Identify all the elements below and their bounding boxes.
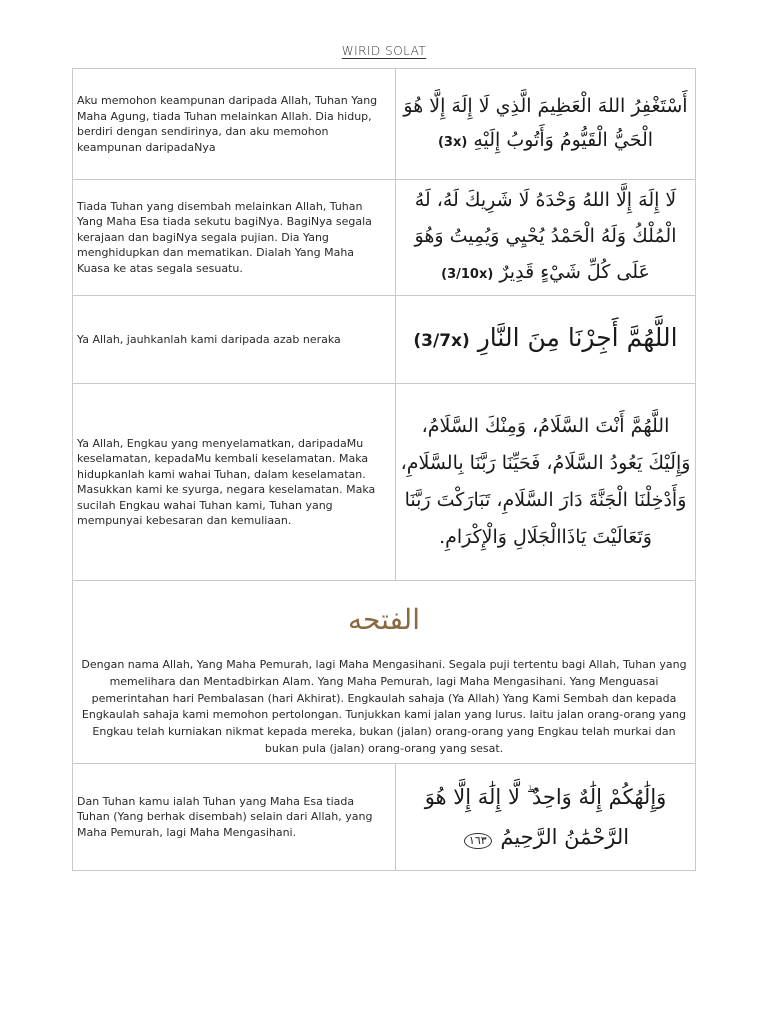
table-row [73, 296, 695, 384]
arabic-cell [396, 384, 695, 580]
arabic-text [396, 408, 695, 556]
wirid-table [72, 68, 696, 871]
ayah-number-icon: ١٦٣ [464, 833, 492, 849]
arabic-verse: لَا إِلَهَ إِلَّا اللهُ وَحْدَهُ لَا شَرِيكَ لَهُ، لَهُ الْمُلْكُ وَلَهُ الْحَمْدُ يُحْيِي وَيُمِيتُ وَهُوَ عَلَى كُلِّ شَيْءٍ قَدِيرٌ [414, 189, 677, 283]
table-row [73, 180, 695, 296]
arabic-cell [396, 180, 695, 295]
arabic-cell [396, 69, 695, 179]
fatihah-section [73, 581, 695, 764]
repeat-count: (3x) [437, 134, 468, 150]
arabic-text [396, 89, 695, 160]
malay-cell [73, 296, 396, 383]
repeat-count: (3/10x) [441, 267, 494, 282]
table-row [73, 69, 695, 180]
arabic-verse: اللَّهُمَّ أَجِرْنَا مِنَ النَّارِ [477, 323, 678, 352]
table-row [73, 384, 695, 581]
malay-translation: Ya Allah, Engkau yang menyelamatkan, daripadaMu keselamatan, kepadaMu kembali keselamatan. Maka hidupkanlah kami wahai Tuhan, dalam keselamatan. Masukkan kami ke syurga, negara keselamatan. Maka sucilah Engkau wahai Tuhan kami, Tuhan yang mempunyai kebesaran dan kemuliaan. [77, 436, 376, 527]
malay-translation: Tiada Tuhan yang disembah melainkan Allah, Tuhan Yang Maha Esa tiada sekutu bagiNya. BagiNya segala kerajaan dan bagiNya segala pujian. Dia Yang menghidupkan dan mematikan. Dialah Yang Maha Kuasa ke atas segala sesuatu. [77, 199, 372, 275]
table-row [73, 764, 695, 870]
arabic-text [409, 318, 681, 361]
fatihah-heading: الفتحه [347, 603, 420, 636]
malay-translation: Ya Allah, jauhkanlah kami daripada azab neraka [77, 332, 341, 346]
arabic-cell [396, 764, 695, 870]
malay-cell [73, 180, 396, 295]
arabic-verse: أَسْتَغْفِرُ اللهَ الْعَظِيمَ الَّذِي لَا إِلَهَ إِلَّا هُوَ الْحَيُّ الْقَيُّومُ وَأَتُوبُ إِلَيْهِ [403, 94, 688, 151]
malay-cell [73, 69, 396, 179]
fatihah-translation: Dengan nama Allah, Yang Maha Pemurah, lagi Maha Mengasihani. Segala puji tertentu bagi Allah, Tuhan yang memelihara dan Mentadbirkan Alam. Yang Maha Pemurah, lagi Maha Mengasihani. Yang Menguasai pemerintahan hari Pembalasan (hari Akhirat). Engkaulah sahaja (Ya Allah) Yang Kami Sembah dan kepada Engkaulah sahaja kami memohon pertolongan. Tunjukkan kami jalan yang lurus. Iaitu jalan orang-orang yang Engkau telah kurniakan nikmat kepada mereka, bukan (jalan) orang-orang yang Engkau telah murkai dan bukan pula (jalan) orang-orang yang sesat. [81, 658, 687, 755]
arabic-cell [396, 296, 695, 383]
malay-cell [73, 384, 396, 580]
arabic-text [396, 182, 695, 293]
malay-cell [73, 764, 396, 870]
arabic-verse: وَإِلَٰهُكُمْ إِلَٰهٌ وَاحِدٌ ۖ لَّا إِلَٰهَ إِلَّا هُوَ الرَّحْمَٰنُ الرَّحِيمُ [424, 785, 667, 849]
page-title: WIRID SOLAT [341, 44, 427, 58]
malay-translation: Aku memohon keampunan daripada Allah, Tuhan Yang Maha Agung, tiada Tuhan melainkan Allah. Dia hidup, berdiri dengan sendirinya, dan aku memohon keampunan daripadaNya [77, 94, 378, 154]
malay-translation: Dan Tuhan kamu ialah Tuhan yang Maha Esa tiada Tuhan (Yang berhak disembah) selain dari Allah, yang Maha Pemurah, lagi Maha Mengasihani. [77, 794, 373, 839]
arabic-verse: اللَّهُمَّ أَنْتَ السَّلَامُ، وَمِنْكَ السَّلَامُ، وَإِلَيْكَ يَعُودُ السَّلَامُ، فَحَيِّنَا رَبَّنَا بِالسَّلَامِ، وَأَدْخِلْنَا الْجَنَّةَ دَارَ السَّلَامِ، تَبَارَكْتَ رَبَّنَا وَتَعَالَيْتَ يَاذَاالْجَلَالِ وَالْإِكْرَامِ. [400, 415, 691, 548]
arabic-text [396, 777, 695, 857]
repeat-count: (3/7x) [413, 331, 470, 351]
